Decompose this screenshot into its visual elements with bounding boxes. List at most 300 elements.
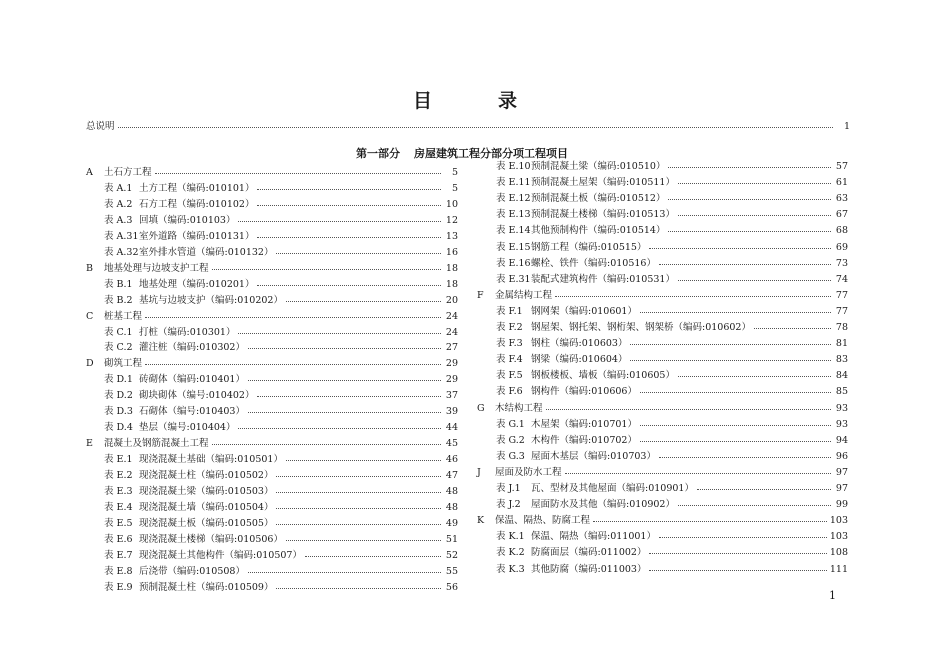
entry-name: 防腐面层（编码:011002） xyxy=(531,547,647,559)
toc-entry-label xyxy=(104,454,283,466)
entry-name: 石方工程（编码:010102） xyxy=(139,198,255,210)
toc-leader xyxy=(697,488,831,490)
toc-leader xyxy=(649,247,831,249)
toc-entry-page: 77 xyxy=(835,305,848,317)
toc-leader xyxy=(145,316,441,318)
toc-entry-label xyxy=(496,435,637,447)
toc-entry[interactable] xyxy=(104,247,458,259)
toc-entry-page: 57 xyxy=(835,161,848,172)
part-name: 房屋建筑工程分部分项工程项目 xyxy=(414,147,568,160)
toc-entry-page: 63 xyxy=(835,193,848,205)
toc-entry-label xyxy=(104,327,235,339)
toc-entry-label xyxy=(496,419,637,431)
toc-section[interactable] xyxy=(86,167,458,179)
toc-leader xyxy=(212,443,441,445)
toc-entry[interactable] xyxy=(104,199,458,211)
table-code: 表 E.15 xyxy=(496,241,531,253)
toc-leader xyxy=(257,204,441,206)
toc-entry-label xyxy=(477,467,562,479)
toc-entry-label xyxy=(496,161,665,173)
toc-entry-page: 5 xyxy=(451,182,458,194)
entry-name: 预制混凝土柱（编码:010509） xyxy=(139,581,274,593)
toc-entry-page: 111 xyxy=(829,563,848,575)
toc-entry-label xyxy=(496,338,627,350)
entry-name: 现浇混凝土柱（编码:010502） xyxy=(139,470,274,482)
entry-name: 室外道路（编码:010131） xyxy=(139,230,255,242)
toc-entry-page: 52 xyxy=(445,549,458,561)
entry-name: 砌筑工程 xyxy=(104,358,143,370)
toc-leader xyxy=(555,295,831,297)
table-code: 表 F.1 xyxy=(496,305,523,317)
toc-entry[interactable] xyxy=(496,338,848,350)
toc-entry-page: 44 xyxy=(445,422,458,434)
toc-entry-label xyxy=(496,370,675,382)
toc-entry-label xyxy=(104,502,273,514)
toc-entry-label xyxy=(496,564,646,576)
toc-leader xyxy=(276,475,441,477)
toc-leader xyxy=(212,268,441,270)
table-code: 表 E.13 xyxy=(496,209,531,221)
table-code: 表 E.8 xyxy=(104,565,133,577)
toc-entry-page: 27 xyxy=(445,342,458,354)
toc-entry-label xyxy=(496,306,637,318)
toc-leader xyxy=(257,284,441,286)
toc-entry-page: 96 xyxy=(835,450,848,462)
toc-entry-label xyxy=(104,422,235,434)
table-code: 表 F.4 xyxy=(496,354,523,366)
table-code: 表 E.31 xyxy=(496,273,531,285)
toc-entry-page: 39 xyxy=(445,406,458,418)
toc-entry[interactable] xyxy=(496,435,848,447)
table-code: 表 E.10 xyxy=(496,161,531,172)
entry-name: 打桩（编码:010301） xyxy=(139,326,236,338)
toc-entry[interactable] xyxy=(104,295,458,307)
toc-entry-label xyxy=(104,470,273,482)
toc-entry-page: 83 xyxy=(835,354,848,366)
toc-entry[interactable] xyxy=(104,327,458,339)
toc-entry-page: 13 xyxy=(445,230,458,242)
table-code: 表 C.2 xyxy=(104,342,133,354)
toc-leader xyxy=(286,459,441,461)
toc-entry-page: 93 xyxy=(835,418,848,430)
entry-name: 石砌体（编号:010403） xyxy=(139,406,245,418)
entry-name: 预制混凝土楼梯（编码:010513） xyxy=(531,209,675,221)
table-code: 表 D.2 xyxy=(104,390,133,402)
toc-entry[interactable] xyxy=(496,354,848,366)
table-code: 表 E.16 xyxy=(496,257,531,269)
entry-name: 地基处理与边坡支护工程 xyxy=(104,262,209,274)
toc-entry[interactable] xyxy=(496,225,848,237)
toc-entry[interactable] xyxy=(104,231,458,243)
toc-leader xyxy=(155,172,441,174)
toc-entry-label xyxy=(104,199,254,211)
entry-name: 装配式建筑构件（编码:010531） xyxy=(531,273,675,285)
toc-entry[interactable] xyxy=(104,518,458,530)
toc-entry-label xyxy=(104,342,245,354)
toc-entry-label xyxy=(104,247,273,259)
toc-entry-page: 12 xyxy=(445,214,458,226)
toc-entry-page: 47 xyxy=(445,470,458,482)
toc-entry-page: 1 xyxy=(843,121,850,132)
toc-leader xyxy=(276,587,441,589)
toc-entry-label xyxy=(496,322,751,334)
table-code: 表 E.2 xyxy=(104,470,133,482)
toc-entry-page: 81 xyxy=(835,338,848,350)
entry-name: 预制混凝土板（编码:010512） xyxy=(531,193,666,205)
title-char-1: 目 xyxy=(413,90,433,112)
table-code: 表 K.1 xyxy=(496,531,525,543)
toc-entry-label xyxy=(104,550,302,562)
table-code: 表 D.3 xyxy=(104,406,133,418)
toc-entry-label xyxy=(496,177,675,189)
entry-name: 钢板楼板、墙板（编码:010605） xyxy=(531,370,675,382)
toc-section[interactable] xyxy=(86,358,458,370)
toc-entry-page: 56 xyxy=(445,581,458,593)
toc-entry-label xyxy=(496,225,665,237)
entry-name: 保温、隔热、防腐工程 xyxy=(495,515,591,527)
toc-entry-page: 61 xyxy=(835,177,848,189)
entry-name: 螺栓、铁件（编码:010516） xyxy=(531,257,656,269)
toc-entry-page: 49 xyxy=(445,517,458,529)
section-letter: C xyxy=(86,310,94,322)
entry-name: 其他预制构件（编码:010514） xyxy=(531,225,666,237)
section-letter: E xyxy=(86,438,93,450)
toc-leader xyxy=(630,343,831,345)
toc-section[interactable] xyxy=(86,263,458,275)
toc-leader xyxy=(640,424,831,426)
toc-entry-page: 55 xyxy=(445,565,458,577)
entry-name: 瓦、型材及其他屋面（编码:010901） xyxy=(531,483,694,494)
part-label: 第一部分 xyxy=(356,147,400,160)
toc-entry-label xyxy=(86,311,142,323)
toc-entry-label xyxy=(86,167,152,179)
section-letter: J xyxy=(477,466,481,478)
toc-entry[interactable] xyxy=(104,534,458,546)
toc-leader xyxy=(678,279,831,281)
entry-name: 木屋架（编码:010701） xyxy=(531,418,637,430)
toc-entry-label xyxy=(496,547,646,559)
toc-entry-label xyxy=(496,483,694,495)
toc-entry-label xyxy=(104,582,273,594)
toc-entry-page: 29 xyxy=(445,358,458,370)
table-code: 表 B.1 xyxy=(104,278,133,290)
toc-entry-page: 94 xyxy=(835,434,848,446)
toc-entry-label xyxy=(104,390,254,402)
toc-leader xyxy=(276,491,441,493)
toc-entry-label xyxy=(104,518,273,530)
toc-leader xyxy=(276,523,441,525)
toc-entry-label xyxy=(496,193,665,205)
toc-entry-general[interactable] xyxy=(86,121,850,133)
toc-entry[interactable] xyxy=(104,279,458,291)
toc-entry[interactable] xyxy=(496,193,848,205)
toc-leader xyxy=(640,391,831,393)
toc-leader xyxy=(546,408,831,410)
toc-section[interactable] xyxy=(477,290,848,302)
entry-name: 屋面木基层（编码:010703） xyxy=(531,450,656,462)
toc-entry[interactable] xyxy=(104,342,458,354)
table-code: 表 E.9 xyxy=(104,581,133,593)
toc-entry[interactable] xyxy=(496,451,848,463)
toc-entry[interactable] xyxy=(496,499,848,511)
toc-entry-page: 10 xyxy=(445,198,458,210)
toc-entry-label xyxy=(496,354,627,366)
entry-name: 土石方工程 xyxy=(104,167,152,178)
toc-section[interactable] xyxy=(477,467,848,479)
toc-entry[interactable] xyxy=(496,483,848,495)
toc-entry-label xyxy=(477,403,543,415)
toc-entry[interactable] xyxy=(496,258,848,270)
entry-name: 钢构件（编码:010606） xyxy=(531,386,637,398)
toc-entry-label xyxy=(496,258,656,270)
toc-entry-page: 103 xyxy=(829,531,848,543)
toc-entry[interactable] xyxy=(104,374,458,386)
table-code: 表 G.2 xyxy=(496,434,525,446)
entry-name: 木结构工程 xyxy=(495,402,543,414)
title-char-2: 录 xyxy=(498,90,518,112)
entry-name: 土方工程（编码:010101） xyxy=(139,182,255,194)
toc-entry-page: 108 xyxy=(829,547,848,559)
toc-entry-label xyxy=(104,534,283,546)
entry-name: 屋面防水及其他（编码:010902） xyxy=(531,499,675,511)
toc-entry-page: 84 xyxy=(835,370,848,382)
toc-entry-label xyxy=(104,374,245,386)
toc-entry-page: 24 xyxy=(445,310,458,322)
toc-leader xyxy=(248,347,441,349)
entry-name: 灌注桩（编码:010302） xyxy=(139,342,245,354)
toc-leader xyxy=(678,214,831,216)
table-code: 表 F.2 xyxy=(496,322,523,333)
toc-entry-page: 73 xyxy=(835,257,848,269)
toc-leader xyxy=(659,536,827,538)
toc-leader xyxy=(238,332,441,334)
toc-leader xyxy=(678,504,831,506)
toc-entry-page: 77 xyxy=(835,289,848,301)
toc-leader xyxy=(257,188,441,190)
toc-entry-page: 24 xyxy=(445,326,458,338)
toc-entry[interactable] xyxy=(104,422,458,434)
toc-entry[interactable] xyxy=(496,306,848,318)
part-heading xyxy=(356,145,568,161)
entry-name: 其他防腐（编码:011003） xyxy=(531,563,647,575)
toc-entry[interactable] xyxy=(104,390,458,402)
toc-leader xyxy=(754,327,831,329)
toc-leader xyxy=(118,126,833,128)
table-code: 表 A.3 xyxy=(104,214,133,226)
entry-name: 砌块砌体（编号:010402） xyxy=(139,390,255,402)
table-code: 表 D.4 xyxy=(104,422,133,434)
table-code: 表 F.5 xyxy=(496,370,523,382)
section-letter: B xyxy=(86,262,93,274)
toc-entry-page: 18 xyxy=(445,262,458,274)
toc-entry[interactable] xyxy=(496,419,848,431)
toc-entry-label xyxy=(477,515,590,527)
table-code: 表 F.6 xyxy=(496,386,523,398)
toc-entry-label xyxy=(496,499,675,511)
toc-leader xyxy=(276,252,441,254)
entry-name: 钢筋工程（编码:010515） xyxy=(531,241,647,253)
entry-name: 后浇带（编码:010508） xyxy=(139,565,245,577)
toc-leader xyxy=(238,220,441,222)
toc-entry-page: 103 xyxy=(829,515,848,527)
table-code: 表 E.12 xyxy=(496,193,531,205)
toc-entry-label xyxy=(104,215,235,227)
table-code: 表 A.31 xyxy=(104,230,139,242)
toc-entry[interactable] xyxy=(496,161,848,173)
toc-entry-label xyxy=(104,486,273,498)
entry-name: 金属结构工程 xyxy=(495,289,553,301)
toc-leader xyxy=(257,236,441,238)
table-code: 表 E.5 xyxy=(104,517,133,529)
toc-entry[interactable] xyxy=(496,564,848,576)
section-letter: A xyxy=(86,167,93,178)
toc-entry[interactable] xyxy=(104,486,458,498)
toc-entry-page: 97 xyxy=(835,483,848,494)
toc-entry[interactable] xyxy=(104,566,458,578)
entry-name: 桩基工程 xyxy=(104,310,143,322)
entry-name: 现浇混凝土梁（编码:010503） xyxy=(139,486,274,497)
toc-leader xyxy=(286,300,441,302)
toc-entry-page: 85 xyxy=(835,386,848,398)
toc-entry-page: 97 xyxy=(835,466,848,478)
toc-leader xyxy=(649,569,826,571)
toc-leader xyxy=(659,456,831,458)
toc-entry-label xyxy=(104,231,254,243)
toc-leader xyxy=(640,440,831,442)
table-code: 表 E.1 xyxy=(104,454,133,466)
toc-entry[interactable] xyxy=(496,547,848,559)
toc-entry-label xyxy=(86,358,142,370)
page-number: 1 xyxy=(829,589,836,602)
toc-leader xyxy=(678,182,831,184)
toc-entry[interactable] xyxy=(104,454,458,466)
toc-entry-page: 5 xyxy=(451,167,458,178)
entry-name: 现浇混凝土基础（编码:010501） xyxy=(139,454,283,466)
table-code: 表 E.11 xyxy=(496,177,531,189)
toc-entry[interactable] xyxy=(496,177,848,189)
toc-entry-page: 20 xyxy=(445,294,458,306)
entry-name: 预制混凝土屋架（编码:010511） xyxy=(531,177,675,189)
toc-entry-page: 99 xyxy=(835,499,848,511)
toc-section[interactable] xyxy=(86,311,458,323)
entry-name: 砖砌体（编码:010401） xyxy=(139,374,245,386)
toc-entry[interactable] xyxy=(104,470,458,482)
toc-leader xyxy=(668,230,831,232)
table-code: 表 K.2 xyxy=(496,547,525,559)
toc-entry-label xyxy=(477,290,552,302)
toc-section[interactable] xyxy=(86,438,458,450)
toc-entry-page: 16 xyxy=(445,246,458,258)
toc-entry-page: 37 xyxy=(445,390,458,402)
toc-entry-label xyxy=(86,438,209,450)
entry-name: 钢梁（编码:010604） xyxy=(531,354,628,366)
entry-name: 室外排水管道（编码:010132） xyxy=(139,246,274,258)
entry-name: 钢网架（编码:010601） xyxy=(531,305,637,317)
toc-entry-page: 93 xyxy=(835,402,848,414)
toc-leader xyxy=(238,427,441,429)
toc-entry[interactable] xyxy=(496,531,848,543)
toc-entry-page: 68 xyxy=(835,225,848,237)
toc-entry-page: 45 xyxy=(445,438,458,450)
toc-entry[interactable] xyxy=(104,183,458,195)
entry-name: 钢屋架、钢托架、钢桁架、钢架桥（编码:010602） xyxy=(531,322,751,333)
table-code: 表 G.1 xyxy=(496,418,525,430)
table-code: 表 B.2 xyxy=(104,294,133,306)
toc-leader xyxy=(630,359,831,361)
table-code: 表 E.7 xyxy=(104,549,133,561)
entry-name: 垫层（编号:010404） xyxy=(139,422,236,434)
toc-leader xyxy=(248,379,441,381)
toc-section[interactable] xyxy=(477,403,848,415)
toc-entry-label xyxy=(104,295,283,307)
toc-leader xyxy=(276,507,441,509)
section-letter: K xyxy=(477,515,485,527)
toc-entry-label xyxy=(496,386,637,398)
toc-entry-page: 48 xyxy=(445,501,458,513)
entry-name: 现浇混凝土板（编码:010505） xyxy=(139,517,274,529)
toc-entry-page: 69 xyxy=(835,241,848,253)
table-code: 表 C.1 xyxy=(104,326,133,338)
entry-name: 混凝土及钢筋混凝土工程 xyxy=(104,438,209,450)
table-code: 表 J.1 xyxy=(496,483,521,494)
toc-entry[interactable] xyxy=(104,406,458,418)
entry-name: 保温、隔热（编码:011001） xyxy=(531,531,656,543)
toc-leader xyxy=(145,363,441,365)
toc-entry[interactable] xyxy=(496,209,848,221)
toc-leader xyxy=(668,166,831,168)
table-code: 表 A.1 xyxy=(104,182,133,194)
table-code: 表 E.14 xyxy=(496,225,531,237)
toc-entry-label xyxy=(104,406,245,418)
toc-entry-label xyxy=(496,242,646,254)
toc-entry-label xyxy=(496,451,656,463)
table-code: 表 F.3 xyxy=(496,338,523,350)
toc-leader xyxy=(593,520,827,522)
toc-entry[interactable] xyxy=(104,502,458,514)
toc-entry-label: 总说明 xyxy=(86,121,115,132)
entry-name: 钢柱（编码:010603） xyxy=(531,338,628,350)
toc-entry[interactable] xyxy=(496,322,848,334)
toc-entry-page: 18 xyxy=(445,278,458,290)
section-letter: F xyxy=(477,289,484,301)
toc-section[interactable] xyxy=(477,515,848,527)
toc-entry[interactable] xyxy=(104,582,458,594)
toc-entry[interactable] xyxy=(496,242,848,254)
table-code: 表 A.2 xyxy=(104,198,133,210)
toc-leader xyxy=(678,375,831,377)
toc-entry-label xyxy=(104,566,245,578)
toc-entry[interactable] xyxy=(104,215,458,227)
entry-name: 现浇混凝土墙（编码:010504） xyxy=(139,501,274,513)
toc-entry[interactable] xyxy=(104,550,458,562)
toc-entry[interactable] xyxy=(496,370,848,382)
entry-name: 屋面及防水工程 xyxy=(495,466,562,478)
toc-entry-page: 74 xyxy=(835,273,848,285)
table-code: 表 E.6 xyxy=(104,533,133,545)
entry-name: 现浇混凝土其他构件（编码:010507） xyxy=(139,549,302,561)
toc-entry-page: 51 xyxy=(445,533,458,545)
toc-entry[interactable] xyxy=(496,274,848,286)
toc-entry-label xyxy=(86,263,209,275)
table-code: 表 K.3 xyxy=(496,563,525,575)
table-code: 表 E.3 xyxy=(104,486,133,497)
toc-leader xyxy=(649,552,826,554)
toc-entry-label xyxy=(104,279,254,291)
toc-leader xyxy=(565,472,831,474)
toc-entry[interactable] xyxy=(496,386,848,398)
table-code: 表 D.1 xyxy=(104,374,133,386)
toc-leader xyxy=(668,198,831,200)
